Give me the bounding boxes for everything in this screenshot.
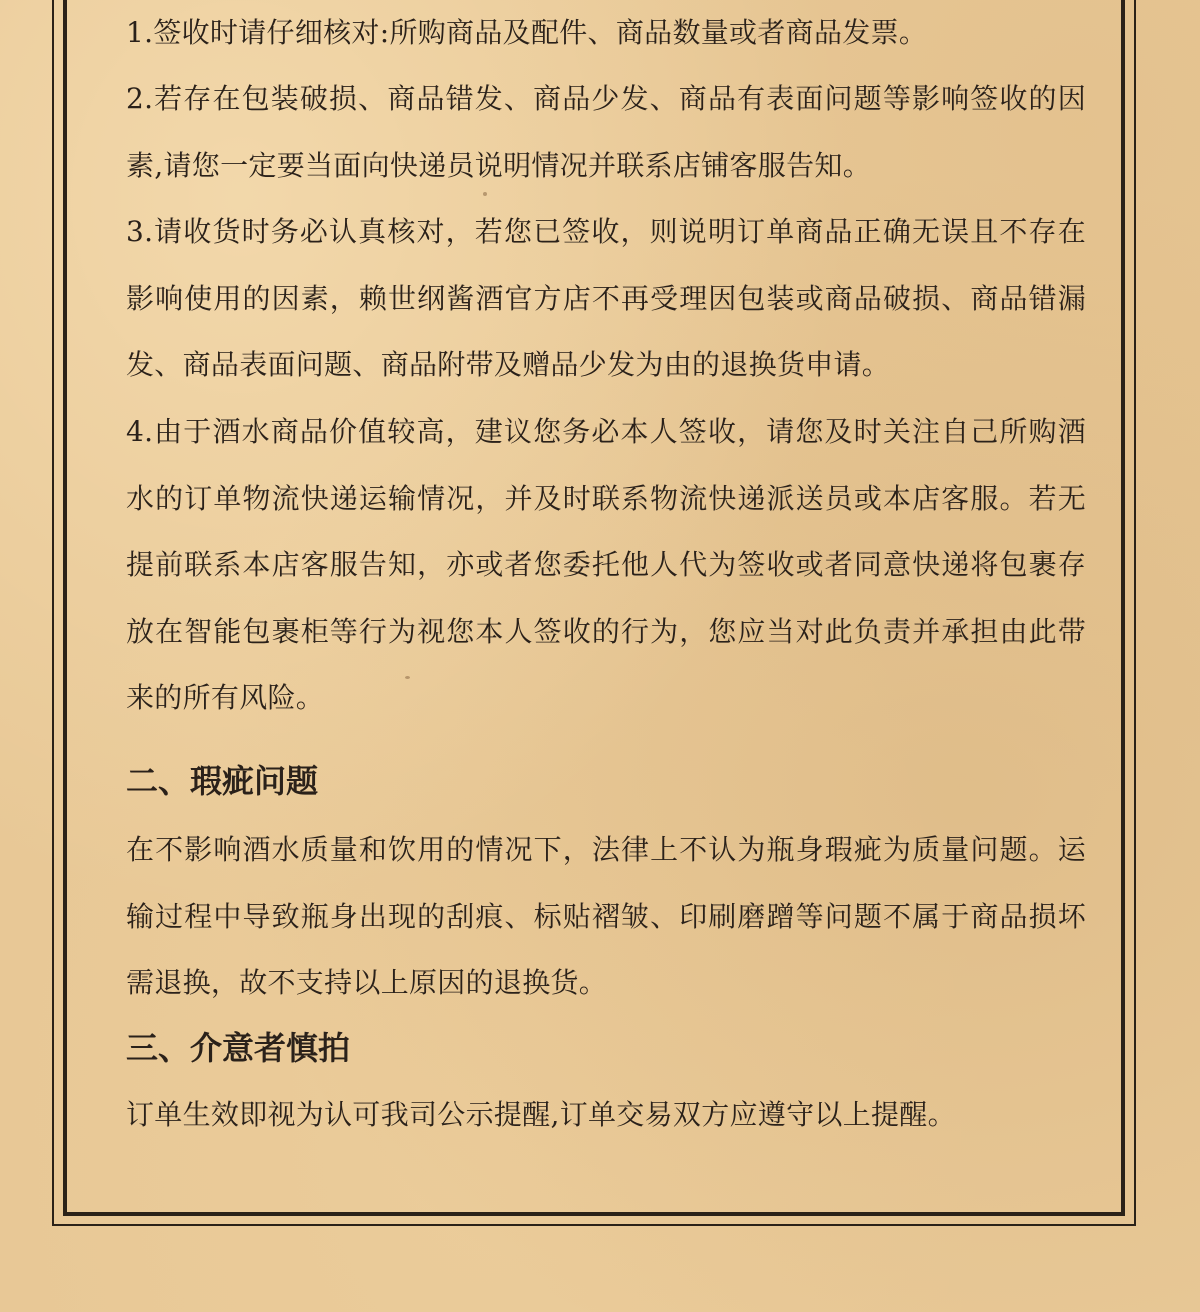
section-heading-defects: 二、瑕疵问题 xyxy=(126,762,319,800)
notice-item-3: 3.请收货时务必认真核对，若您已签收，则说明订单商品正确无误且不存在影响使用的因素，赖世纲酱酒官方店不再受理因包装或商品破损、商品错漏发、商品表面问题、商品附带及赠品少发为由的退换货申请。 xyxy=(126,215,1086,381)
notice-item-4: 4.由于酒水商品价值较高，建议您务必本人签收，请您及时关注自己所购酒水的订单物流快递运输情况，并及时联系物流快递派送员或本店客服。若无提前联系本店客服告知，亦或者您委托他人代为签收或者同意快递将包裹存放在智能包裹柜等行为视您本人签收的行为，您应当对此负责并承担由此带来的所有风险。 xyxy=(126,415,1086,714)
caution-body: 订单生效即视为认可我司公示提醒,订单交易双方应遵守以上提醒。 xyxy=(126,1098,956,1131)
notice-item-1: 1.签收时请仔细核对:所购商品及配件、商品数量或者商品发票。 xyxy=(126,16,928,49)
notice-item-2: 2.若存在包装破损、商品错发、商品少发、商品有表面问题等影响签收的因素,请您一定要当面向快递员说明情况并联系店铺客服告知。 xyxy=(126,82,1086,182)
section-heading-caution: 三、介意者慎拍 xyxy=(126,1029,351,1067)
defects-body: 在不影响酒水质量和饮用的情况下，法律上不认为瓶身瑕疵为质量问题。运输过程中导致瓶身出现的刮痕、标贴褶皱、印刷磨蹭等问题不属于商品损坏需退换，故不支持以上原因的退换货。 xyxy=(126,833,1086,999)
